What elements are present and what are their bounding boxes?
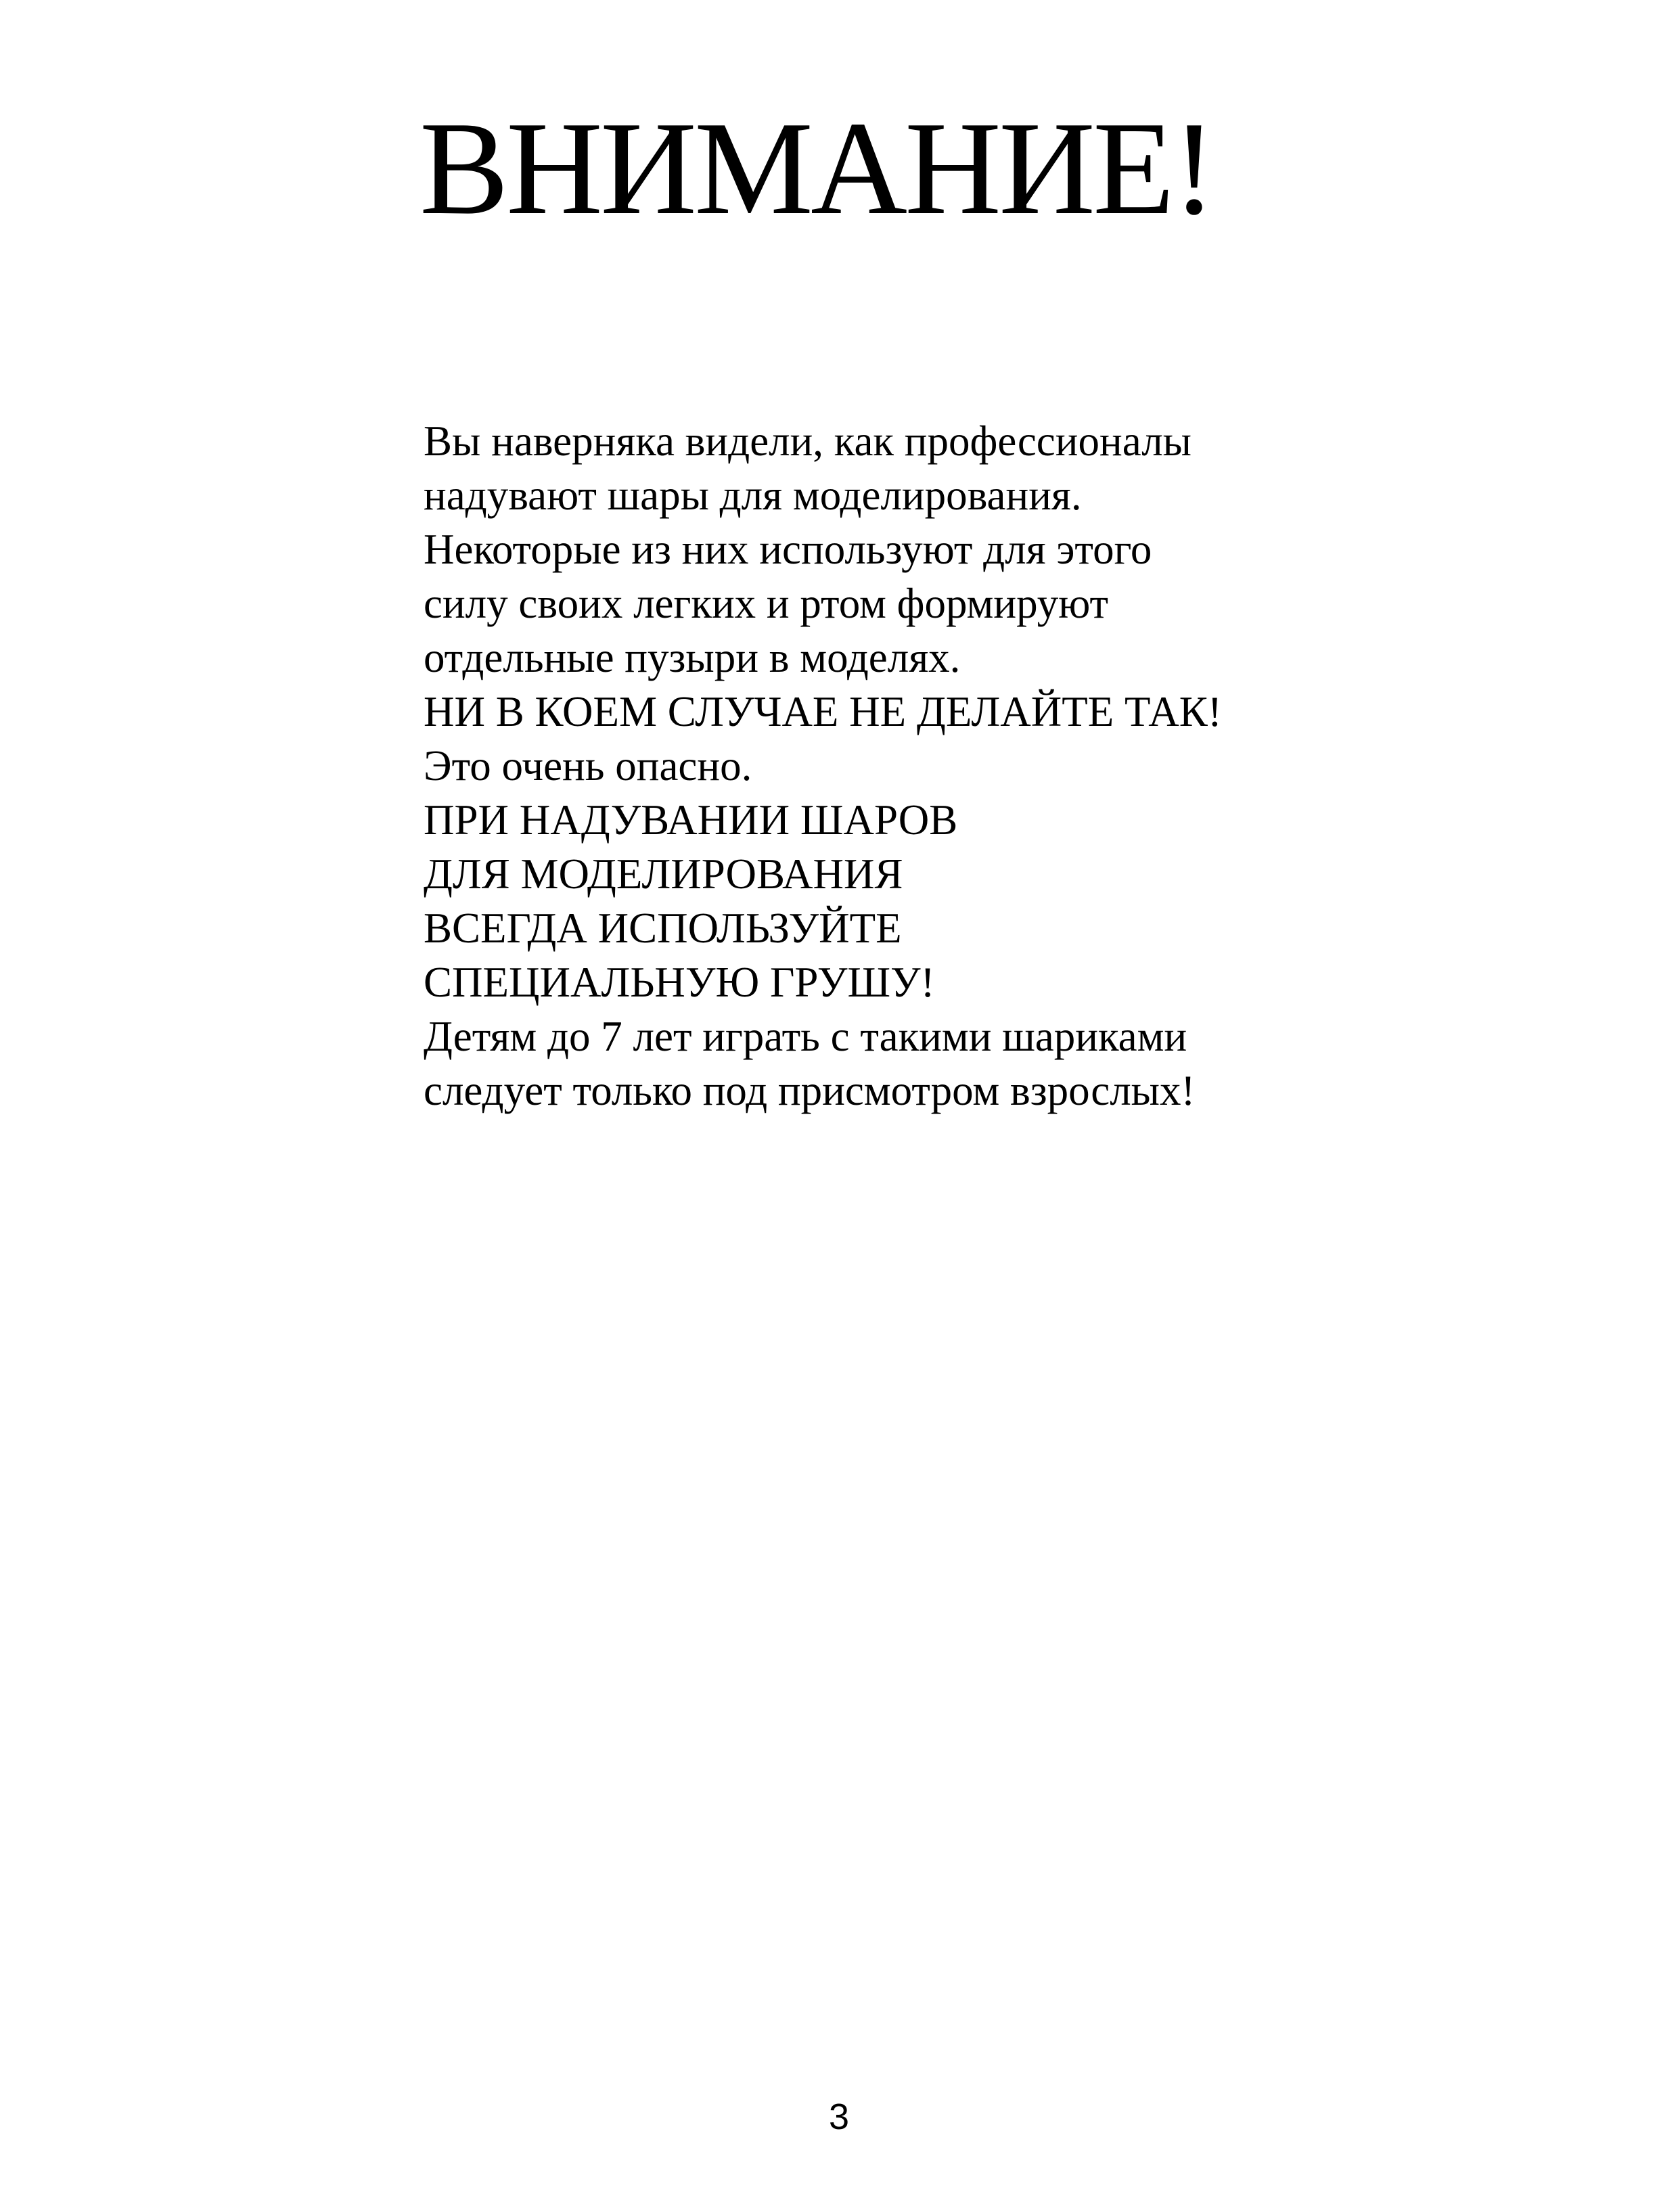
text-line: отдельные пузыри в моделях.: [424, 634, 961, 681]
text-line: Это очень опасно.: [424, 742, 752, 789]
page-number: 3: [828, 2097, 850, 2137]
page-title: ВНИМАНИЕ!: [419, 94, 1214, 242]
text-line: ВСЕГДА ИСПОЛЬЗУЙТЕ: [424, 905, 902, 952]
text-line: надувают шары для моделирования.: [424, 472, 1082, 519]
text-line: Вы наверняка видели, как профессионалы: [424, 417, 1191, 465]
text-line: ПРИ НАДУВАНИИ ШАРОВ: [424, 796, 958, 844]
text-line: НИ В КОЕМ СЛУЧАЕ НЕ ДЕЛАЙТЕ ТАК!: [424, 688, 1222, 735]
text-line: СПЕЦИАЛЬНУЮ ГРУШУ!: [424, 959, 935, 1006]
text-line: силу своих легких и ртом формируют: [424, 580, 1109, 627]
warning-text: [424, 414, 1303, 1118]
text-line: Некоторые из них используют для этого: [424, 526, 1152, 573]
text-line: следует только под присмотром взрослых!: [424, 1067, 1196, 1114]
text-line: ДЛЯ МОДЕЛИРОВАНИЯ: [424, 850, 903, 898]
text-line: Детям до 7 лет играть с такими шариками: [424, 1013, 1187, 1060]
